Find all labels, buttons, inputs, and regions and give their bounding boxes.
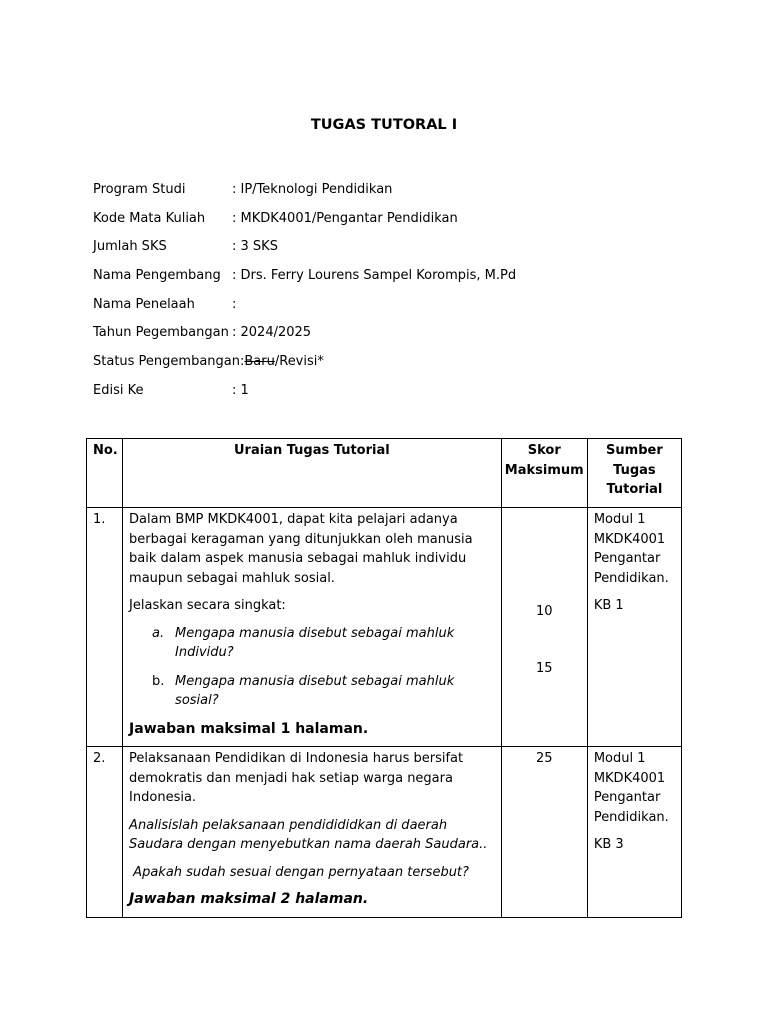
info-value: : Drs. Ferry Lourens Sampel Korompis, M.Pd — [232, 268, 517, 284]
info-value: /Revisi* — [274, 354, 324, 370]
header-sumber: Sumber Tugas Tutorial — [587, 439, 681, 508]
info-label: Nama Penelaah — [93, 296, 195, 312]
score-value: 25 — [535, 751, 553, 766]
source-kb: KB 3 — [593, 837, 624, 852]
info-label: Status Pengembangan: — [93, 354, 245, 370]
list-marker: a. — [152, 625, 165, 641]
info-value: : 2024/2025 — [232, 325, 312, 341]
task-description — [123, 508, 502, 747]
table-header-row — [87, 439, 682, 508]
info-value: : — [232, 296, 237, 312]
score-value: 15 — [535, 661, 553, 676]
list-marker: b. — [152, 673, 165, 689]
info-label: Nama Pengembang — [93, 268, 221, 284]
source-module: Modul 1 MKDK4001 Pengantar Pendidikan. — [593, 512, 669, 586]
info-row-nama-penelaah — [93, 296, 516, 325]
info-value: : MKDK4001/Pengantar Pendidikan — [232, 210, 458, 226]
task-intro: Pelaksanaan Pendidikan di Indonesia harus bersifat demokratis dan menjadi hak setiap warga negara Indonesia. — [129, 751, 464, 805]
source-cell — [587, 747, 681, 918]
row-number: 2. — [87, 747, 123, 918]
info-label: Tahun Pegembangan — [93, 325, 229, 341]
document-title: TUGAS TUTORAL I — [310, 117, 458, 133]
info-row-status-pengembangan — [93, 353, 516, 382]
info-value-struck: Baru — [244, 354, 275, 370]
info-row-nama-pengembang — [93, 267, 516, 296]
score-value: 10 — [535, 604, 553, 619]
list-item — [129, 624, 495, 663]
source-cell — [587, 508, 681, 747]
task-prompt: Jelaskan secara singkat: — [129, 598, 286, 613]
task-analysis: Analisislah pelaksanaan pendidididkan di daerah Saudara dengan menyebutkan nama daerah Saudara.. — [129, 817, 488, 852]
info-label: Kode Mata Kuliah — [93, 210, 206, 226]
answer-limit-note: Jawaban maksimal 1 halaman. — [129, 720, 369, 737]
score-cell — [501, 508, 587, 747]
task-description — [123, 747, 502, 918]
list-item — [129, 672, 495, 711]
answer-limit-note: Jawaban maksimal 2 halaman. — [129, 891, 369, 907]
info-label: Jumlah SKS — [93, 239, 167, 255]
row-number: 1. — [87, 508, 123, 747]
info-value: : 1 — [232, 382, 249, 398]
info-row-jumlah-sks — [93, 238, 516, 267]
task-question: Apakah sudah sesuai dengan pernyataan tersebut? — [129, 864, 469, 880]
task-table — [86, 438, 682, 918]
score-cell — [501, 747, 587, 918]
question-list — [129, 624, 495, 711]
question-text: Mengapa manusia disebut sebagai mahluk Individu? — [175, 625, 455, 660]
info-row-tahun-pengembangan — [93, 324, 516, 353]
header-uraian: Uraian Tugas Tutorial — [123, 439, 502, 508]
info-label: Program Studi — [93, 182, 186, 197]
course-info — [93, 181, 516, 411]
source-kb: KB 1 — [593, 598, 624, 613]
info-value: : 3 SKS — [232, 239, 278, 255]
info-row-kode-mata-kuliah — [93, 210, 516, 239]
info-value: : IP/Teknologi Pendidikan — [232, 182, 393, 197]
header-skor: Skor Maksimum — [501, 439, 587, 508]
table-row — [87, 747, 682, 918]
info-row-program-studi — [93, 181, 516, 210]
task-intro: Dalam BMP MKDK4001, dapat kita pelajari adanya berbagai keragaman yang ditunjukkan oleh manusia baik dalam aspek manusia sebagai mahluk individu maupun sebagai mahluk sosial. — [129, 512, 473, 586]
info-row-edisi-ke — [93, 382, 516, 411]
header-no: No. — [87, 439, 123, 508]
source-module: Modul 1 MKDK4001 Pengantar Pendidikan. — [593, 751, 669, 825]
info-label: Edisi Ke — [93, 382, 144, 398]
table-row — [87, 508, 682, 747]
question-text: Mengapa manusia disebut sebagai mahluk sosial? — [175, 673, 455, 708]
